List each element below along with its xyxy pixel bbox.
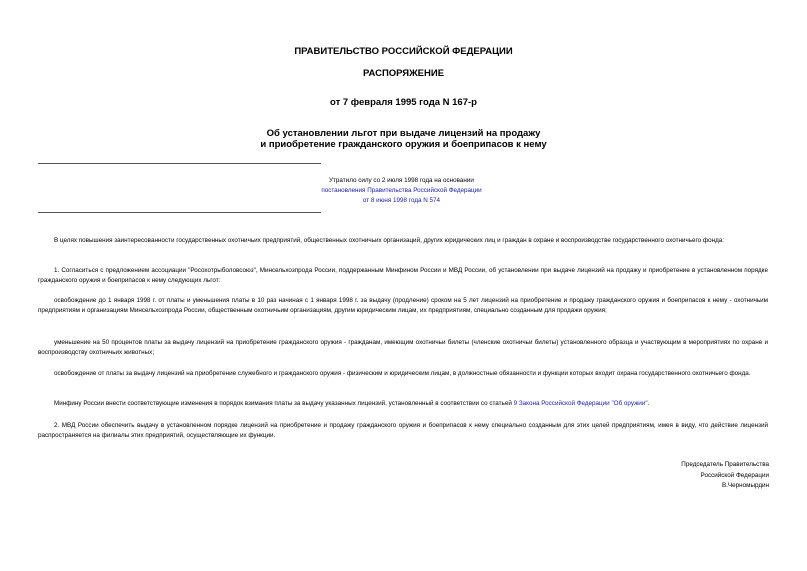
- top-divider: [38, 163, 321, 164]
- paragraph-minfin-end: .: [647, 400, 650, 407]
- repeal-decree-date-link[interactable]: от 8 июня 1998 года N 574: [362, 197, 441, 204]
- document-title-line-1: Об установлении льгот при выдаче лицензий на продажу: [266, 128, 541, 139]
- paragraph-preamble: В целях повышения заинтересованности государственных охотничьих предприятий, общественных охотничьих организаций, других юридических лиц и граждан в охране и воспроизводстве государственного охотничьего фонда:: [54, 237, 725, 244]
- law-on-weapons-link[interactable]: 9 Закона Российской Федерации "Об оружии": [513, 400, 648, 407]
- paragraph-exemption-3: освобождение от платы за выдачу лицензий на приобретение служебного и гражданского оружия - физическим и юридическим лицам, в должностные обязанности и функции которых входит охрана государственного охотничьего фонда.: [54, 370, 751, 377]
- document-type-heading: РАСПОРЯЖЕНИЕ: [362, 68, 445, 79]
- paragraph-item-2: 2. МВД России обеспечить выдачу в установленном порядке лицензий на приобретение и продажу гражданского оружия и боеприпасов к нему специально созданным для этих целей предприятиям, имея в виду, что действие лицензий распространяется на филиалы этих предприятий, осуществляющие их функции.: [38, 422, 768, 439]
- signature-name: В.Черномырдин: [721, 482, 769, 489]
- paragraph-exemption-2: уменьшение на 50 процентов платы за выдачу лицензий на приобретение гражданского оружия - гражданам, имеющим охотничьи билеты (членские охотничьи билеты) установленного образца и участвующим в мероприятиях по охране и воспроизводству охотничьих животных;: [38, 339, 768, 356]
- signature-block: [681, 460, 769, 492]
- document-title: [0, 128, 807, 150]
- repeal-decree-link[interactable]: постановления Правительства Российской Федерации: [321, 187, 482, 194]
- government-heading: ПРАВИТЕЛЬСТВО РОССИЙСКОЙ ФЕДЕРАЦИИ: [294, 46, 513, 57]
- paragraph-item-1: 1. Согласиться с предложением ассоциации "Росохотрыболовсоюз", Минсельхозпрода России, поддержанным Минфином России и МВД России, об установлении при выдаче лицензий на продажу и приобретение в установленном порядке гражданского оружия и боеприпасов к нему следующих льгот:: [38, 267, 768, 284]
- signature-title: Председатель Правительства: [681, 461, 769, 468]
- paragraph-exemption-1: освобождение до 1 января 1998 г. от платы и уменьшения платы в 10 раз начиная с 1 января 1998 г. за выдачу (продление) сроком на 5 лет лицензий на приобретение и продажу гражданского оружия и боеприпасов к нему - охотничьим предприятиям и организациям Минсельхозпрода России, общественным охотничьим организациям, другим юридическим лицам, их предприятиям, специально созданным для продажи оружия;: [38, 297, 768, 314]
- bottom-divider: [38, 212, 321, 213]
- paragraph-minfin: [38, 399, 768, 409]
- status-note: [242, 176, 561, 206]
- date-number-heading: от 7 февраля 1995 года N 167-р: [330, 97, 477, 108]
- document-title-line-2: и приобретение гражданского оружия и боеприпасов к нему: [260, 139, 547, 150]
- status-note-text: Утратило силу со 2 июля 1998 года на основании: [329, 177, 474, 184]
- paragraph-minfin-text: Минфину России внести соответствующие изменения в порядок взимания платы за выдачу указанных лицензий, установленный в соответствии со статьей: [54, 400, 514, 407]
- signature-country: Российской Федерации: [700, 471, 769, 479]
